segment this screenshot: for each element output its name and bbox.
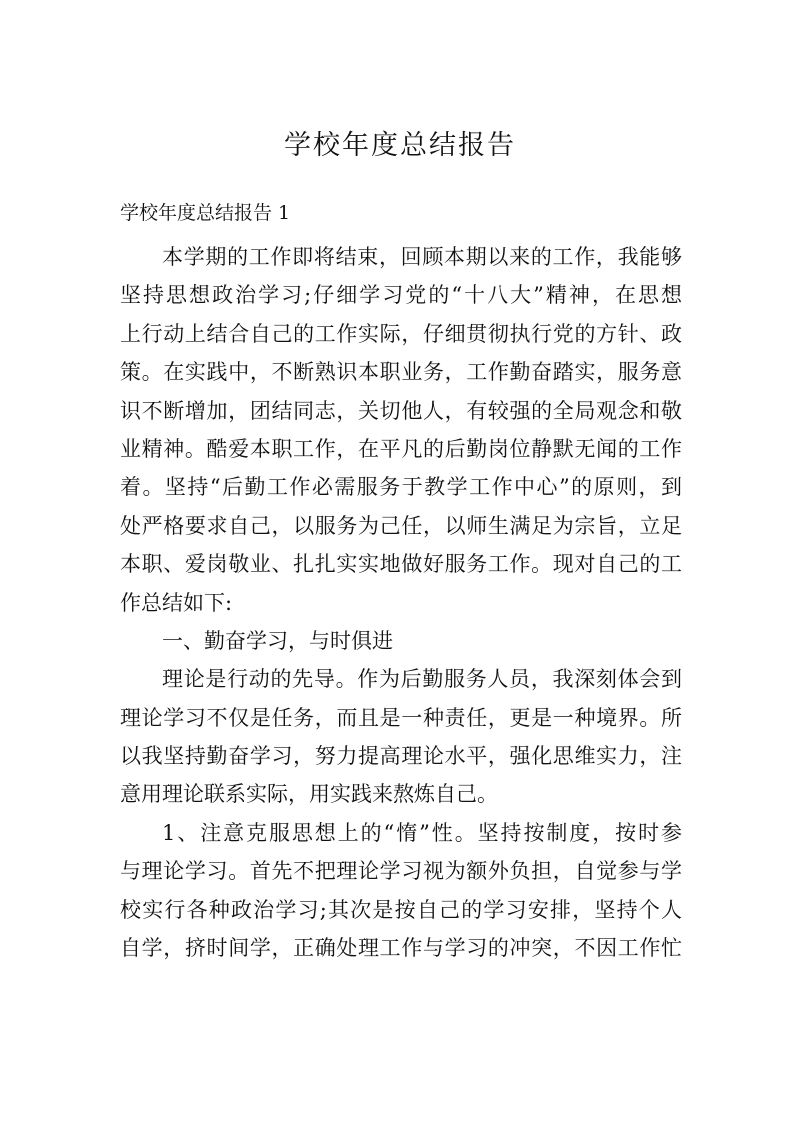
body-line: 着。坚持“后勤工作必需服务于教学工作中心”的原则，到	[120, 475, 682, 500]
body-line: 自学，挤时间学，正确处理工作与学习的冲突，不因工作忙	[120, 936, 682, 961]
report-body	[120, 238, 682, 967]
document-title: 学校年度总结报告	[284, 130, 516, 161]
body-line: 本学期的工作即将结束，回顾本期以来的工作，我能够	[162, 245, 682, 269]
body-line: 上行动上结合自己的工作实际，仔细贯彻执行党的方针、政	[120, 321, 682, 346]
body-line: 校实行各种政治学习;其次是按自己的学习安排，坚持个人	[120, 897, 682, 922]
body-line: 1、注意克服思想上的“惰”性。坚持按制度，按时参	[162, 820, 682, 845]
body-line: 本职、爱岗敬业、扎扎实实地做好服务工作。现对自己的工	[120, 552, 682, 577]
section-heading: 一、勤奋学习，与时俱进	[162, 628, 393, 653]
body-line: 与理论学习。首先不把理论学习视为额外负担，自觉参与学	[120, 859, 682, 884]
body-line: 业精神。酷爱本职工作，在平凡的后勤岗位静默无闻的工作	[120, 436, 682, 461]
body-line: 处严格要求自己，以服务为己任，以师生满足为宗旨，立足	[120, 513, 682, 538]
body-line: 以我坚持勤奋学习，努力提高理论水平，强化思维实力，注	[120, 744, 682, 769]
body-line: 理论学习不仅是任务，而且是一种责任，更是一种境界。所	[120, 705, 682, 730]
body-line: 策。在实践中，不断熟识本职业务，工作勤奋踏实，服务意	[120, 360, 682, 385]
report-subtitle: 学校年度总结报告 1	[120, 202, 291, 224]
body-line: 坚持思想政治学习;仔细学习党的“十八大”精神，在思想	[120, 283, 682, 308]
body-line: 作总结如下:	[120, 590, 233, 615]
body-line: 理论是行动的先导。作为后勤服务人员，我深刻体会到	[162, 667, 682, 692]
body-line: 意用理论联系实际，用实践来熬炼自己。	[120, 782, 498, 807]
body-line: 识不断增加，团结同志，关切他人，有较强的全局观念和敬	[120, 398, 682, 423]
